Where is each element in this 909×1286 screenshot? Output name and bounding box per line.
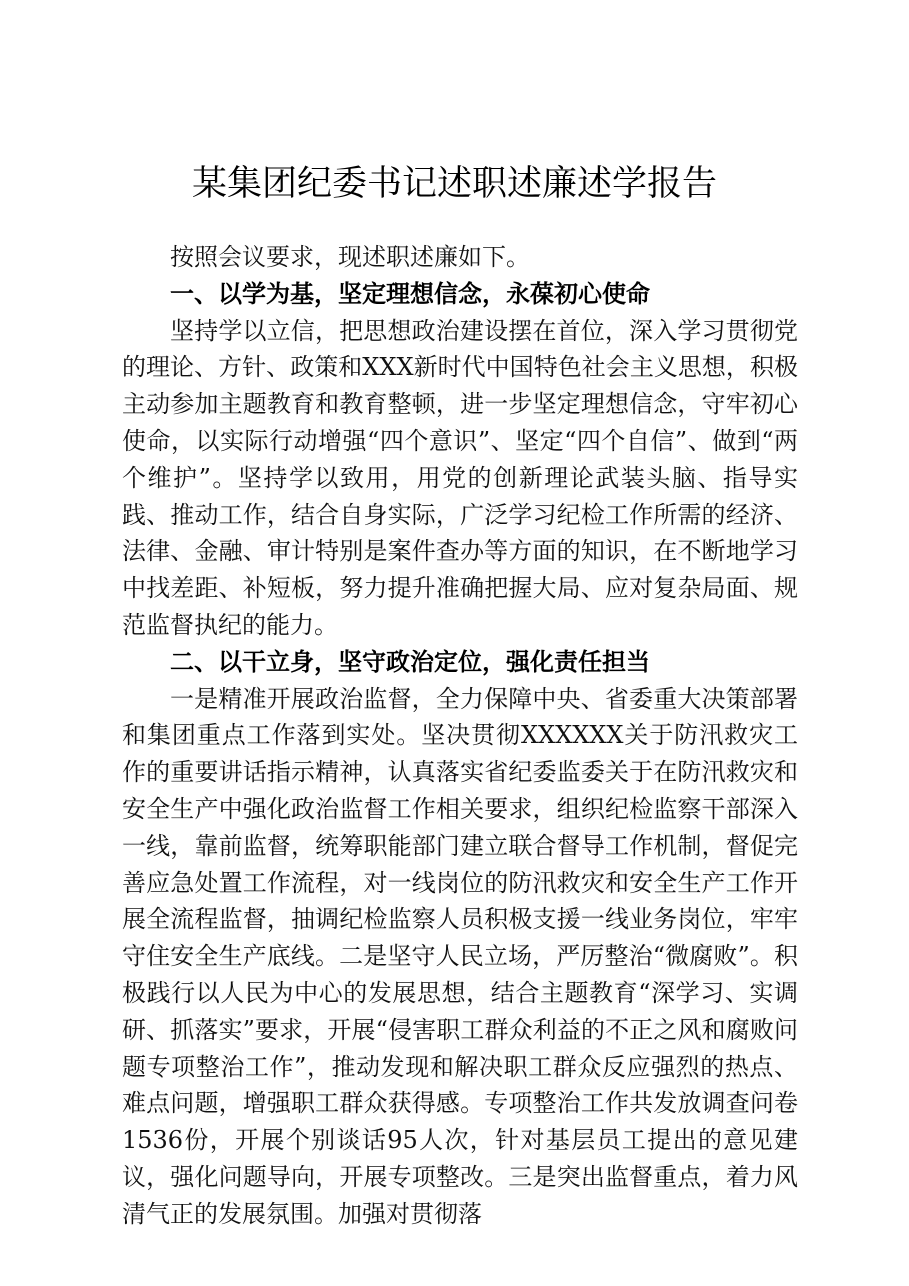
section-paragraph-1: 坚持学以立信，把思想政治建设摆在首位，深入学习贯彻党的理论、方针、政策和XXX新时代中国特色社会主义思想，积极主动参加主题教育和教育整顿，进一步坚定理想信念，守牢初心使命，以实际行动增强“四个意识”、坚定“四个自信”、做到“两个维护”。坚持学以致用，用党的创新理论武装头脑、指导实践、推动工作，结合自身实际，广泛学习纪检工作所需的经济、法律、金融、审计特别是案件查办等方面的知识，在不断地学习中找差距、补短板，努力提升准确把握大局、应对复杂局面、规范监督执纪的能力。 (122, 316, 798, 639)
section-heading-2: 二、以干立身，坚守政治定位，强化责任担当 (170, 647, 650, 676)
document-body (122, 239, 798, 1233)
document-title: 某集团纪委书记述职述廉述学报告 (191, 164, 717, 204)
section-paragraph-2: 一是精准开展政治监督，全力保障中央、省委重大决策部署和集团重点工作落到实处。坚决贯彻XXXXXX关于防汛救灾工作的重要讲话指示精神，认真落实省纪委监委关于在防汛救灾和安全生产中强化政治监督工作相关要求，组织纪检监察干部深入一线，靠前监督，统筹职能部门建立联合督导工作机制，督促完善应急处置工作流程，对一线岗位的防汛救灾和安全生产工作开展全流程监督，抽调纪检监察人员积极支援一线业务岗位，牢牢守住安全生产底线。二是坚守人民立场，严厉整治“微腐败”。积极践行以人民为中心的发展思想，结合主题教育“深学习、实调研、抓落实”要求，开展“侵害职工群众利益的不正之风和腐败问题专项整治工作”，推动发现和解决职工群众反应强烈的热点、难点问题，增强职工群众获得感。专项整治工作共发放调查问卷1536份，开展个别谈话95人次，针对基层员工提出的意见建议，强化问题导向，开展专项整改。三是突出监督重点，着力风清气正的发展氛围。加强对贯彻落 (122, 684, 798, 1228)
section-heading-1: 一、以学为基，坚定理想信念，永葆初心使命 (170, 279, 650, 308)
intro-paragraph: 按照会议要求，现述职述廉如下。 (170, 243, 530, 271)
